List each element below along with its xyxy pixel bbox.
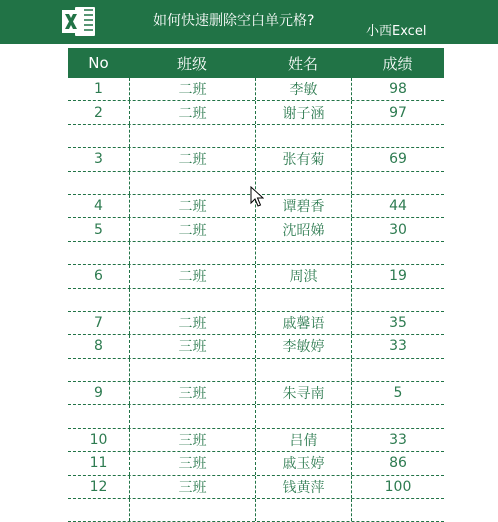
column-header-name[interactable]: 姓名 <box>287 54 318 73</box>
excel-logo-icon <box>60 3 98 40</box>
cell-no[interactable]: 10 <box>89 432 108 449</box>
table-row[interactable] <box>68 218 444 241</box>
table-body <box>68 78 444 522</box>
table-row[interactable] <box>68 78 444 101</box>
cell-score[interactable]: 86 <box>351 452 444 474</box>
table-row[interactable] <box>68 405 444 428</box>
cell-name[interactable]: 戚玉婷 <box>255 452 351 474</box>
cell-name[interactable] <box>255 172 351 194</box>
cell-score[interactable]: 19 <box>351 265 444 287</box>
column-header-no[interactable]: No <box>88 54 109 72</box>
cell-class[interactable]: 三班 <box>129 476 255 498</box>
cell-name[interactable] <box>255 359 351 381</box>
cell-class[interactable]: 二班 <box>129 195 255 217</box>
table-row[interactable] <box>68 148 444 171</box>
cell-no[interactable]: 7 <box>94 315 103 332</box>
cell-class[interactable] <box>129 405 255 427</box>
cell-class[interactable]: 二班 <box>129 312 255 334</box>
cell-score[interactable]: 98 <box>351 78 444 100</box>
cell-no[interactable]: 4 <box>94 198 103 215</box>
cell-no[interactable]: 3 <box>94 151 103 168</box>
cell-class[interactable] <box>129 242 255 264</box>
table-row[interactable] <box>68 101 444 124</box>
cell-no[interactable]: 12 <box>89 478 108 495</box>
cell-score[interactable]: 30 <box>351 218 444 240</box>
cell-score[interactable] <box>351 125 444 147</box>
table-row[interactable] <box>68 265 444 288</box>
cell-name[interactable] <box>255 242 351 264</box>
cell-score[interactable] <box>351 499 444 521</box>
column-header-score[interactable]: 成绩 <box>382 54 413 73</box>
brand-label: 小西Excel <box>366 24 427 39</box>
title-banner <box>0 0 498 44</box>
cell-score[interactable] <box>351 359 444 381</box>
table-row[interactable] <box>68 499 444 522</box>
cell-class[interactable]: 二班 <box>129 218 255 240</box>
cell-name[interactable]: 谢子涵 <box>255 101 351 123</box>
cell-name[interactable] <box>255 125 351 147</box>
cell-class[interactable]: 二班 <box>129 78 255 100</box>
cell-no[interactable]: 6 <box>94 268 103 285</box>
cell-class[interactable] <box>129 289 255 311</box>
cell-name[interactable] <box>255 289 351 311</box>
cell-name[interactable] <box>255 499 351 521</box>
cell-score[interactable] <box>351 289 444 311</box>
page-title: 如何快速删除空白单元格? <box>153 13 315 29</box>
cell-name[interactable]: 周淇 <box>255 265 351 287</box>
cell-no[interactable]: 11 <box>89 455 108 472</box>
table-row[interactable] <box>68 476 444 499</box>
cell-name[interactable]: 谭碧香 <box>255 195 351 217</box>
cell-class[interactable]: 三班 <box>129 335 255 357</box>
cell-class[interactable]: 二班 <box>129 101 255 123</box>
table-header <box>68 48 444 78</box>
data-table <box>68 48 444 522</box>
cell-class[interactable]: 三班 <box>129 429 255 451</box>
cell-no[interactable] <box>68 125 129 147</box>
cell-score[interactable]: 33 <box>351 429 444 451</box>
cell-score[interactable]: 69 <box>351 148 444 170</box>
cell-score[interactable] <box>351 172 444 194</box>
cell-score[interactable]: 97 <box>351 101 444 123</box>
cell-score[interactable]: 100 <box>351 476 444 498</box>
cell-name[interactable]: 李敏 <box>255 78 351 100</box>
arrow-cursor-icon <box>250 186 264 208</box>
cell-name[interactable]: 李敏婷 <box>255 335 351 357</box>
cell-name[interactable]: 钱黄萍 <box>255 476 351 498</box>
cell-class[interactable] <box>129 359 255 381</box>
cell-score[interactable] <box>351 242 444 264</box>
cell-score[interactable]: 33 <box>351 335 444 357</box>
cell-class[interactable] <box>129 125 255 147</box>
cell-no[interactable]: 2 <box>94 104 103 121</box>
column-header-class[interactable]: 班级 <box>176 54 207 73</box>
table-row[interactable] <box>68 359 444 382</box>
cell-class[interactable]: 二班 <box>129 148 255 170</box>
cell-name[interactable]: 张有菊 <box>255 148 351 170</box>
cell-class[interactable]: 三班 <box>129 382 255 404</box>
cell-class[interactable]: 三班 <box>129 452 255 474</box>
table-row[interactable] <box>68 429 444 452</box>
cell-no[interactable] <box>68 242 129 264</box>
table-row[interactable] <box>68 125 444 148</box>
cell-no[interactable] <box>68 289 129 311</box>
cell-score[interactable]: 5 <box>351 382 444 404</box>
cell-name[interactable] <box>255 405 351 427</box>
cell-no[interactable]: 9 <box>94 385 103 402</box>
cell-score[interactable] <box>351 405 444 427</box>
cell-no[interactable]: 5 <box>94 221 103 238</box>
cell-score[interactable]: 44 <box>351 195 444 217</box>
cell-name[interactable]: 戚馨语 <box>255 312 351 334</box>
table-row[interactable] <box>68 289 444 312</box>
cell-no[interactable]: 8 <box>94 338 103 355</box>
cell-name[interactable]: 朱寻南 <box>255 382 351 404</box>
table-row[interactable] <box>68 335 444 358</box>
cell-score[interactable]: 35 <box>351 312 444 334</box>
cell-class[interactable]: 二班 <box>129 265 255 287</box>
cell-name[interactable]: 沈昭娣 <box>255 218 351 240</box>
table-row[interactable] <box>68 452 444 475</box>
cell-no[interactable] <box>68 499 129 521</box>
cell-class[interactable] <box>129 499 255 521</box>
table-row[interactable] <box>68 242 444 265</box>
table-row[interactable] <box>68 382 444 405</box>
cell-name[interactable]: 吕倩 <box>255 429 351 451</box>
cell-no[interactable] <box>68 172 129 194</box>
table-row[interactable] <box>68 312 444 335</box>
cell-class[interactable] <box>129 172 255 194</box>
cell-no[interactable] <box>68 359 129 381</box>
cell-no[interactable] <box>68 405 129 427</box>
cell-no[interactable]: 1 <box>94 81 103 98</box>
